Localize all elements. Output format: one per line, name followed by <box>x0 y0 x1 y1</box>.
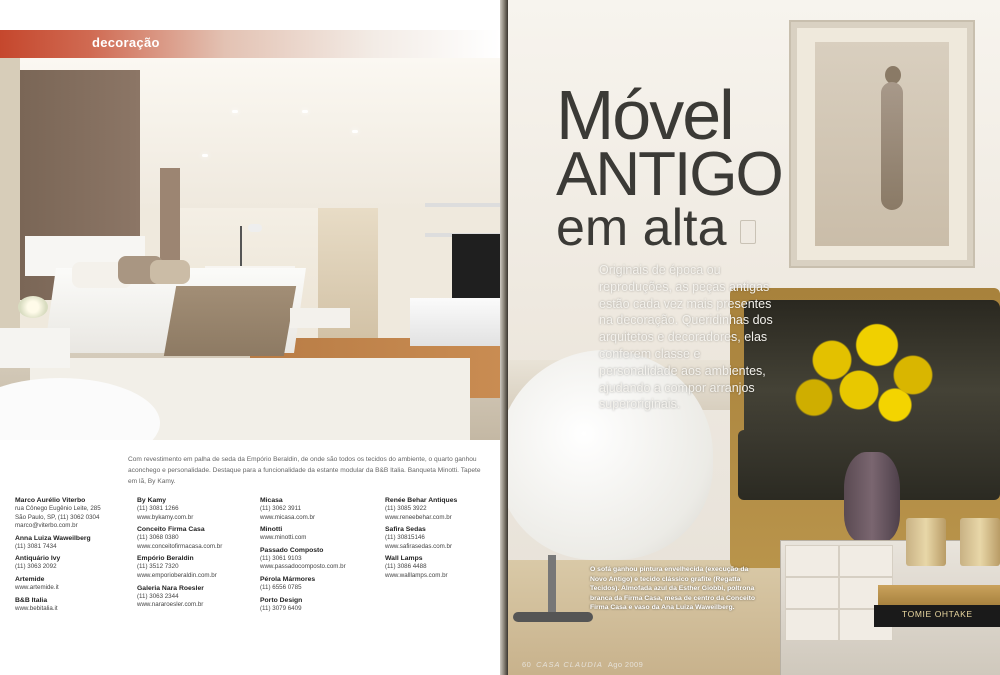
directory-entry <box>15 534 140 552</box>
directory-entry <box>137 584 262 610</box>
directory-entry <box>260 575 385 593</box>
directory-entry-detail: (11) 3085 3922 <box>385 505 427 512</box>
directory-entry-detail: marco@viterbo.com.br <box>15 522 78 530</box>
title-line-3: em alta <box>556 199 727 257</box>
issue-date: Ago 2009 <box>607 660 644 669</box>
directory-entry <box>137 554 262 580</box>
directory-entry-name: B&B Italia <box>15 596 48 604</box>
directory-entry-detail: rua Cônego Eugênio Leite, 285 <box>15 505 101 512</box>
directory-entry-detail: (11) 3063 2092 <box>15 563 57 571</box>
directory-entry-detail: www.conceitofirmacasa.com.br <box>137 542 223 550</box>
section-label: decoração <box>92 35 160 50</box>
directory-entry <box>260 596 385 614</box>
page-footer <box>522 660 643 669</box>
magazine-name: CASA CLAUDIA <box>536 660 603 669</box>
directory-entry-detail: www.bebitalia.it <box>15 604 58 612</box>
directory-entry-detail: (11) 3079 6409 <box>260 604 302 612</box>
directory-entry-detail: (11) 3081 1266 <box>137 505 179 512</box>
directory-entry-detail: www.artemide.it <box>15 583 59 591</box>
directory-entry-name: Artemide <box>15 575 45 583</box>
directory-entry-name: Porto Design <box>260 596 303 604</box>
book <box>878 585 1000 607</box>
title-line-2: ANTIGO <box>556 140 782 209</box>
directory-entry <box>15 554 140 572</box>
framed-artwork <box>791 22 973 266</box>
directory-entry <box>137 525 262 551</box>
article-lede: Originais de época ou reproduções, as peças antigas estão cada vez mais presentes na decoração. Queridinhas dos arquitetos e decoradores, elas conferem classe e personalidade aos ambientes, ajudando a compor arranjos superoriginais. <box>599 263 773 412</box>
supplier-directory <box>0 496 500 636</box>
directory-entry-detail: São Paulo, SP, (11) 3062 0304 <box>15 513 100 521</box>
book-spine-text: TOMIE OHTAKE <box>902 609 973 619</box>
directory-entry-name: Minotti <box>260 526 283 534</box>
directory-entry-name: Safira Sedas <box>385 526 426 534</box>
directory-entry-detail: (11) 3512 7320 <box>137 563 179 571</box>
directory-entry <box>260 496 385 522</box>
directory-entry-name: By Kamy <box>137 497 167 504</box>
directory-entry <box>15 575 140 593</box>
directory-entry-name: Galeria Nara Roesler <box>137 584 204 592</box>
directory-entry <box>15 496 140 531</box>
directory-entry-name: Passado Composto <box>260 546 324 554</box>
gold-glass <box>906 518 946 566</box>
directory-entry-detail: (11) 3063 2344 <box>137 592 179 600</box>
directory-entry-detail: (11) 3062 3911 <box>260 505 302 512</box>
directory-entry-name: Marco Aurélio Viterbo <box>15 497 86 504</box>
directory-entry-detail: www.reneebehar.com.br <box>385 513 452 521</box>
page-gutter <box>500 0 508 675</box>
article-title <box>556 76 782 257</box>
directory-entry <box>385 525 500 551</box>
directory-entry-name: Micasa <box>260 497 283 504</box>
page-number: 60 <box>522 660 532 669</box>
directory-entry-detail: www.minotti.com <box>260 534 307 542</box>
directory-entry-detail: (11) 6556 0785 <box>260 583 302 591</box>
directory-entry-name: Wall Lamps <box>385 555 423 563</box>
directory-entry <box>137 496 262 522</box>
section-band <box>0 30 500 58</box>
directory-entry-name: Anna Luiza Waweilberg <box>15 534 91 542</box>
directory-entry-detail: (11) 30815146 <box>385 534 425 542</box>
right-page <box>508 0 1000 675</box>
directory-entry-name: Renée Behar Antiques <box>385 497 458 504</box>
directory-entry <box>260 546 385 572</box>
directory-entry-detail: www.nararoesler.com.br <box>137 601 204 609</box>
directory-entry-name: Pérola Mármores <box>260 575 316 583</box>
photo-caption: Com revestimento em palha de seda da Empório Beraldin, de onde são todos os tecidos do ambiente, o quarto ganhou aconchego e personalidade. Destaque para a funcionalidade da estante modular da B&B Italia. Banqueta Minotti. Tapete em lã, By Kamy. <box>128 456 481 485</box>
directory-entry-detail: (11) 3068 0380 <box>137 534 179 542</box>
title-line-1: Móvel <box>556 76 733 154</box>
flower-arrangement <box>778 300 958 450</box>
directory-column <box>15 496 140 616</box>
directory-entry-detail: www.walllamps.com.br <box>385 571 448 579</box>
directory-column <box>137 496 262 613</box>
directory-entry-detail: www.bykamy.com.br <box>137 513 194 521</box>
directory-entry-name: Empório Beraldin <box>137 555 194 563</box>
directory-entry-name: Antiquário Ivy <box>15 555 61 563</box>
directory-entry <box>385 554 500 580</box>
gold-glass <box>960 518 1000 566</box>
directory-entry-detail: www.passadocomposto.com.br <box>260 563 346 571</box>
vase <box>844 452 900 542</box>
directory-entry <box>15 596 140 614</box>
directory-entry-detail: www.micasa.com.br <box>260 513 316 521</box>
directory-entry <box>260 525 385 543</box>
directory-entry-detail: (11) 3061 9103 <box>260 554 302 562</box>
directory-entry-detail: (11) 3081 7434 <box>15 542 57 550</box>
directory-entry <box>385 496 500 522</box>
bedroom-photo <box>0 58 500 440</box>
photo-caption-right: O sofá ganhou pintura envelhecida (execução da Novo Antigo) e tecido clássico grafite (Regatta Tecidos). Almofada azul da Esther Giobbi, poltrona branca da Firma Casa, mesa de centro da Conceito Firma Casa e vaso da Ana Luiza Waweilberg. <box>590 566 756 612</box>
directory-entry-detail: www.safirasedas.com.br <box>385 542 453 550</box>
directory-column <box>385 496 500 584</box>
directory-entry-detail: www.emporioberaldin.com.br <box>137 571 217 579</box>
directory-entry-name: Conceito Firma Casa <box>137 526 205 534</box>
directory-column <box>260 496 385 616</box>
directory-entry-detail: (11) 3086 4488 <box>385 563 427 571</box>
